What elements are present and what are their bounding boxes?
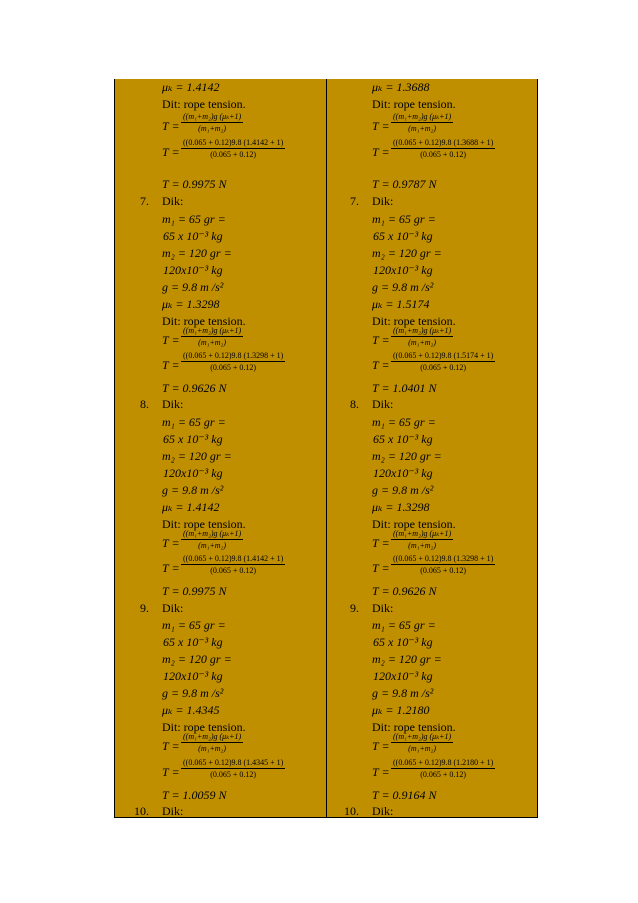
formula-fraction: $\frac{\text{((m₁+m₂)g (μₖ+1)}}{\text{(m₁+m₂)}}$ [393,112,452,133]
t-equals: T = [162,561,180,575]
dik-label: Dik: [372,194,394,208]
t-equals: T = [162,739,180,753]
m1-line: m₁ = 65 gr = [162,212,226,226]
problem-number: 7. [140,194,149,208]
problem-number: 8. [350,397,359,411]
t-equals: T = [372,119,390,133]
dit-label: Dit: rope tension. [162,97,246,111]
t-equals: T = [372,333,390,347]
problem-number: 10. [344,804,359,818]
result-line: T = 0.9975 N [162,584,227,598]
calc-fraction: $\frac{((0.065 + 0.12)9.8 (1.4142 + 1)}{(0.065 + 0.12)}$ [183,554,284,575]
worksheet-table [114,79,538,818]
mu-k-value: μₖ = 1.5174 [372,297,430,311]
g-line: g = 9.8 m /s² [372,686,434,700]
t-equals: T = [162,145,180,159]
m1-value: 65 x 10⁻³ kg [163,432,223,446]
t-equals: T = [372,536,390,550]
dit-label: Dit: rope tension. [372,517,456,531]
t-equals: T = [162,333,180,347]
dik-label: Dik: [162,804,184,818]
problem-number: 9. [350,601,359,615]
t-equals: T = [162,536,180,550]
m1-value: 65 x 10⁻³ kg [163,229,223,243]
m1-value: 65 x 10⁻³ kg [163,635,223,649]
result-line: T = 1.0059 N [162,788,227,802]
result-line: T = 1.0401 N [372,381,437,395]
dik-label: Dik: [372,397,394,411]
dit-label: Dit: rope tension. [162,720,246,734]
m2-value: 120x10⁻³ kg [373,466,433,480]
mu-k-value: μₖ = 1.4345 [162,703,220,717]
m2-line: m₂ = 120 gr = [372,449,442,463]
g-line: g = 9.8 m /s² [162,483,224,497]
calc-fraction: $\frac{((0.065 + 0.12)9.8 (1.4142 + 1)}{(0.065 + 0.12)}$ [183,138,284,159]
m2-value: 120x10⁻³ kg [163,263,223,277]
formula-fraction: $\frac{\text{((m₁+m₂)g (μₖ+1)}}{\text{(m₁+m₂)}}$ [393,529,452,550]
calc-fraction: $\frac{((0.065 + 0.12)9.8 (1.3298 + 1)}{(0.065 + 0.12)}$ [183,351,284,372]
mu-k-value: μₖ = 1.3298 [372,500,430,514]
dik-label: Dik: [162,194,184,208]
dik-label: Dik: [372,601,394,615]
m2-line: m₂ = 120 gr = [162,652,232,666]
result-line: T = 0.9164 N [372,788,437,802]
m2-line: m₂ = 120 gr = [372,652,442,666]
m2-value: 120x10⁻³ kg [163,466,223,480]
result-line: T = 0.9626 N [162,381,227,395]
formula-fraction: $\frac{\text{((m₁+m₂)g (μₖ+1)}}{\text{(m₁+m₂)}}$ [183,326,242,347]
calc-fraction: $\frac{((0.065 + 0.12)9.8 (1.2180 + 1)}{(0.065 + 0.12)}$ [393,758,494,779]
mu-k-value: μₖ = 1.4142 [162,80,220,94]
dik-label: Dik: [162,601,184,615]
dit-label: Dit: rope tension. [372,720,456,734]
mu-k-value: μₖ = 1.3298 [162,297,220,311]
result-line: T = 0.9787 N [372,177,437,191]
m2-line: m₂ = 120 gr = [162,449,232,463]
problem-number: 10. [134,804,149,818]
t-equals: T = [162,765,180,779]
m1-line: m₁ = 65 gr = [162,618,226,632]
mu-k-value: μₖ = 1.4142 [162,500,220,514]
g-line: g = 9.8 m /s² [372,483,434,497]
dik-label: Dik: [372,804,394,818]
t-equals: T = [162,119,180,133]
t-equals: T = [372,145,390,159]
problem-number: 8. [140,397,149,411]
calc-fraction: $\frac{((0.065 + 0.12)9.8 (1.5174 + 1)}{(0.065 + 0.12)}$ [393,351,494,372]
t-equals: T = [372,765,390,779]
m1-value: 65 x 10⁻³ kg [373,229,433,243]
dit-label: Dit: rope tension. [372,97,456,111]
formula-fraction: $\frac{\text{((m₁+m₂)g (μₖ+1)}}{\text{(m₁+m₂)}}$ [183,112,242,133]
m2-line: m₂ = 120 gr = [162,246,232,260]
m1-line: m₁ = 65 gr = [372,212,436,226]
g-line: g = 9.8 m /s² [162,280,224,294]
dit-label: Dit: rope tension. [162,314,246,328]
m1-value: 65 x 10⁻³ kg [373,635,433,649]
m1-line: m₁ = 65 gr = [372,415,436,429]
calc-fraction: $\frac{((0.065 + 0.12)9.8 (1.4345 + 1)}{(0.065 + 0.12)}$ [183,758,284,779]
formula-fraction: $\frac{\text{((m₁+m₂)g (μₖ+1)}}{\text{(m₁+m₂)}}$ [183,732,242,753]
mu-k-value: μₖ = 1.3688 [372,80,430,94]
calc-fraction: $\frac{((0.065 + 0.12)9.8 (1.3688 + 1)}{(0.065 + 0.12)}$ [393,138,494,159]
result-line: T = 0.9975 N [162,177,227,191]
dik-label: Dik: [162,397,184,411]
m1-line: m₁ = 65 gr = [372,618,436,632]
g-line: g = 9.8 m /s² [372,280,434,294]
t-equals: T = [372,739,390,753]
dit-label: Dit: rope tension. [162,517,246,531]
left-column [115,79,327,817]
result-line: T = 0.9626 N [372,584,437,598]
formula-fraction: $\frac{\text{((m₁+m₂)g (μₖ+1)}}{\text{(m₁+m₂)}}$ [393,326,452,347]
problem-number: 9. [140,601,149,615]
right-column [327,79,539,817]
calc-fraction: $\frac{((0.065 + 0.12)9.8 (1.3298 + 1)}{(0.065 + 0.12)}$ [393,554,494,575]
mu-k-value: μₖ = 1.2180 [372,703,430,717]
t-equals: T = [162,358,180,372]
dit-label: Dit: rope tension. [372,314,456,328]
m1-line: m₁ = 65 gr = [162,415,226,429]
g-line: g = 9.8 m /s² [162,686,224,700]
t-equals: T = [372,358,390,372]
m2-value: 120x10⁻³ kg [163,669,223,683]
m2-value: 120x10⁻³ kg [373,263,433,277]
formula-fraction: $\frac{\text{((m₁+m₂)g (μₖ+1)}}{\text{(m₁+m₂)}}$ [183,529,242,550]
problem-number: 7. [350,194,359,208]
formula-fraction: $\frac{\text{((m₁+m₂)g (μₖ+1)}}{\text{(m₁+m₂)}}$ [393,732,452,753]
t-equals: T = [372,561,390,575]
m2-line: m₂ = 120 gr = [372,246,442,260]
m1-value: 65 x 10⁻³ kg [373,432,433,446]
m2-value: 120x10⁻³ kg [373,669,433,683]
